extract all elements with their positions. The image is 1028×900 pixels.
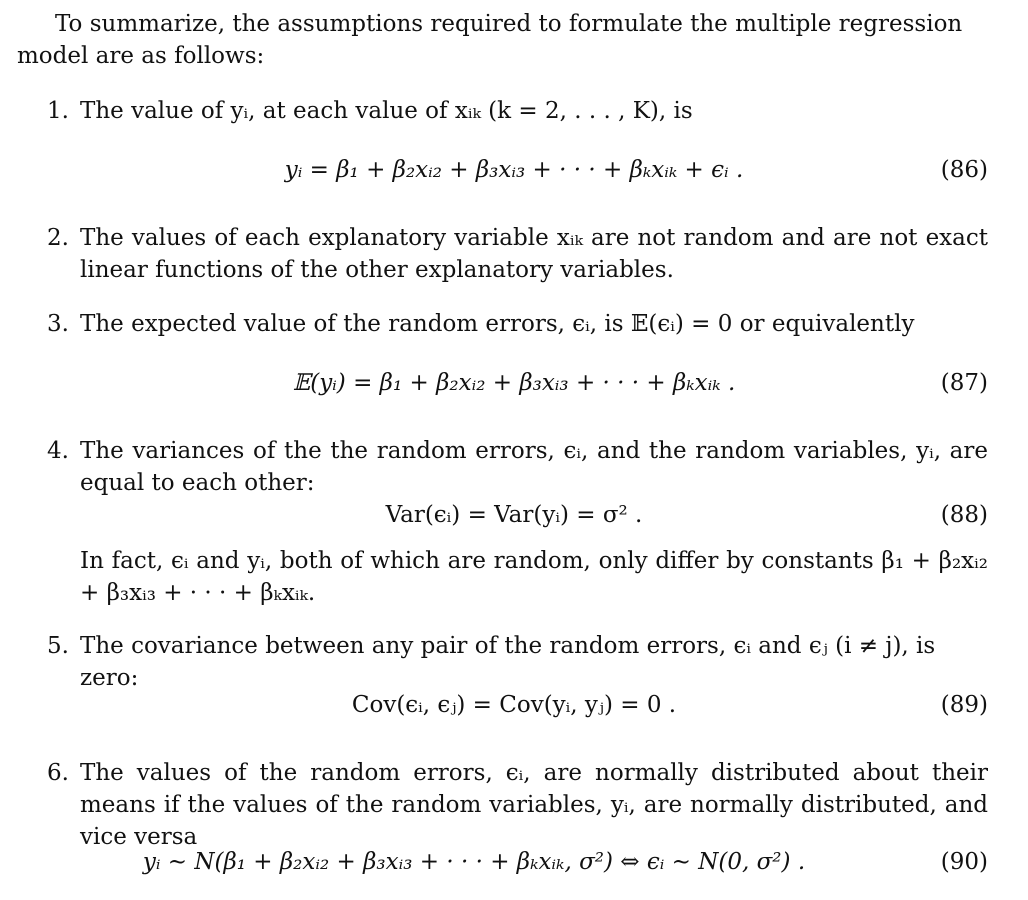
item-3-text: The expected value of the random errors, ϵᵢ, is 𝔼(ϵᵢ) = 0 or equivalently: [80, 311, 915, 337]
intro-paragraph: To summarize, the assumptions required to formulate the multiple regression model are as follows:: [17, 11, 963, 69]
item-1-number: 1.: [47, 98, 69, 124]
item-4-followup: In fact, ϵᵢ and yᵢ, both of which are random, only differ by constants β₁ + β₂xᵢ₂ + β₃xᵢ₃ + · · · + βₖxᵢₖ.: [80, 548, 988, 606]
item-5-number: 5.: [47, 633, 69, 659]
equation-86: yᵢ = β₁ + β₂xᵢ₂ + β₃xᵢ₃ + · · · + βₖxᵢₖ + ϵᵢ .: [284, 157, 744, 183]
item-6-number: 6.: [47, 760, 69, 786]
item-4-number: 4.: [47, 438, 69, 464]
item-5-text: The covariance between any pair of the random errors, ϵᵢ and ϵⱼ (i ≠ j), is zero:: [80, 633, 936, 691]
equation-number-88: (88): [940, 502, 988, 528]
equation-number-87: (87): [940, 370, 988, 396]
item-2-text: The values of each explanatory variable xᵢₖ are not random and are not exact linear functions of the other explanatory variables.: [80, 225, 988, 283]
equation-88: Var(ϵᵢ) = Var(yᵢ) = σ² .: [385, 502, 643, 528]
equation-number-90: (90): [940, 849, 988, 875]
equation-90: yᵢ ∼ N(β₁ + β₂xᵢ₂ + β₃xᵢ₃ + · · · + βₖxᵢₖ, σ²) ⇔ ϵᵢ ∼ N(0, σ²) .: [142, 849, 806, 875]
equation-number-89: (89): [940, 692, 988, 718]
item-6-text: The values of the random errors, ϵᵢ, are normally distributed about their means if the values of the random variables, yᵢ, are normally distributed, and vice versa: [80, 760, 988, 850]
item-2-number: 2.: [47, 225, 69, 251]
item-1-text: The value of yᵢ, at each value of xᵢₖ (k = 2, . . . , K), is: [80, 98, 693, 124]
equation-number-86: (86): [940, 157, 988, 183]
equation-89: Cov(ϵᵢ, ϵⱼ) = Cov(yᵢ, yⱼ) = 0 .: [351, 692, 677, 718]
equation-87: 𝔼(yᵢ) = β₁ + β₂xᵢ₂ + β₃xᵢ₃ + · · · + βₖxᵢₖ .: [292, 370, 736, 396]
item-3-number: 3.: [47, 311, 69, 337]
item-4-text: The variances of the the random errors, ϵᵢ, and the random variables, yᵢ, are equal to each other:: [80, 438, 988, 496]
